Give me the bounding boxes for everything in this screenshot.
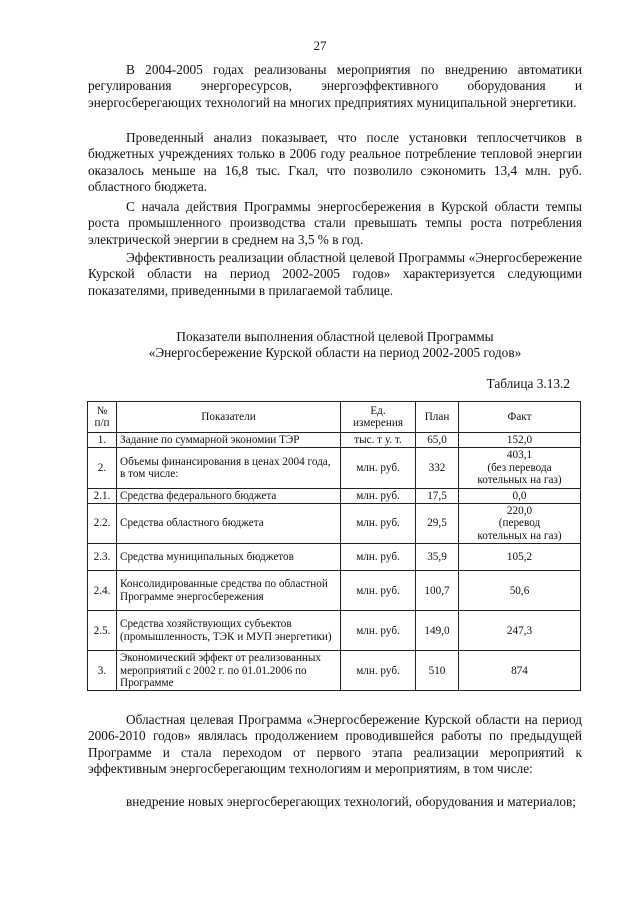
paragraph-5 bbox=[88, 712, 582, 778]
cell-fact: 874 bbox=[459, 651, 581, 691]
paragraph-6 bbox=[88, 794, 582, 810]
cell-indicator: Средства муниципальных бюджетов bbox=[117, 544, 341, 571]
table-row bbox=[88, 611, 581, 651]
cell-fact: 50,6 bbox=[459, 571, 581, 611]
header-indicator: Показатели bbox=[117, 402, 341, 433]
header-fact: Факт bbox=[459, 402, 581, 433]
table-row bbox=[88, 448, 581, 488]
paragraph-6-text: внедрение новых энергосберегающих технологий, оборудования и материалов; bbox=[126, 794, 576, 809]
table-row bbox=[88, 504, 581, 544]
cell-plan: 65,0 bbox=[416, 433, 459, 448]
cell-number: 2.4. bbox=[88, 571, 117, 611]
cell-indicator: Объемы финансирования в ценах 2004 года, в том числе: bbox=[117, 448, 341, 488]
header-unit bbox=[341, 402, 416, 433]
paragraph-3 bbox=[88, 199, 582, 248]
header-number-line-1: № bbox=[96, 404, 108, 417]
paragraph-1 bbox=[88, 62, 582, 111]
table-caption bbox=[88, 329, 582, 362]
indicators-table bbox=[87, 401, 581, 691]
cell-number: 2.3. bbox=[88, 544, 117, 571]
cell-plan: 510 bbox=[416, 651, 459, 691]
table-body bbox=[88, 433, 581, 691]
header-plan: План bbox=[416, 402, 459, 433]
cell-indicator: Задание по суммарной экономии ТЭР bbox=[117, 433, 341, 448]
cell-number: 2. bbox=[88, 448, 117, 488]
page-number: 27 bbox=[313, 38, 327, 53]
table-header-row bbox=[88, 402, 581, 433]
paragraph-5-text: Областная целевая Программа «Энергосбережение Курской области на период 2006-2010 годов» являлась продолжением проводившейся работы по предыдущей Программе и стала переходом от первого этапа реализации мероприятий к эффективным энергосберегающим технологиям и мероприятиям, в том числе: bbox=[88, 712, 582, 777]
table-number: Таблица 3.13.2 bbox=[486, 376, 570, 391]
cell-unit: млн. руб. bbox=[341, 488, 416, 503]
cell-plan: 332 bbox=[416, 448, 459, 488]
paragraph-4-text: Эффективность реализации областной целевой Программы «Энергосбережение Курской области на период 2002-2005 годов» характеризуется следующими показателями, приведенными в прилагаемой таблице. bbox=[88, 250, 582, 298]
cell-fact: 152,0 bbox=[459, 433, 581, 448]
cell-fact: 247,3 bbox=[459, 611, 581, 651]
header-unit-line-2: измерения bbox=[353, 417, 403, 429]
cell-number: 1. bbox=[88, 433, 117, 448]
cell-number: 3. bbox=[88, 651, 117, 691]
cell-plan: 29,5 bbox=[416, 504, 459, 544]
cell-unit: млн. руб. bbox=[341, 544, 416, 571]
table-row bbox=[88, 571, 581, 611]
table-row bbox=[88, 433, 581, 448]
cell-plan: 17,5 bbox=[416, 488, 459, 503]
paragraph-2 bbox=[88, 130, 582, 196]
cell-number: 2.1. bbox=[88, 488, 117, 503]
cell-number: 2.5. bbox=[88, 611, 117, 651]
header-number-line-2: п/п bbox=[94, 417, 110, 429]
cell-plan: 149,0 bbox=[416, 611, 459, 651]
caption-line-1: Показатели выполнения областной целевой Программы bbox=[176, 329, 494, 344]
cell-unit: млн. руб. bbox=[341, 571, 416, 611]
cell-fact: 220,0 (перевод котельных на газ) bbox=[459, 504, 581, 544]
paragraph-3-text: С начала действия Программы энергосбережения в Курской области темпы роста промышленного производства стали превышать темпы роста потребления электрической энергии в среднем на 3,5 % в год. bbox=[88, 199, 582, 247]
paragraph-1-text: В 2004-2005 годах реализованы мероприятия по внедрению автоматики регулирования энергоресурсов, энергоэффективного оборудования и энергосберегающих технологий на многих предприятиях муниципальной энергетики. bbox=[88, 62, 582, 110]
cell-fact: 0,0 bbox=[459, 488, 581, 503]
header-number bbox=[88, 402, 117, 433]
cell-unit: млн. руб. bbox=[341, 504, 416, 544]
header-unit-line-1: Ед. bbox=[370, 404, 386, 417]
cell-plan: 35,9 bbox=[416, 544, 459, 571]
cell-fact: 403,1 (без перевода котельных на газ) bbox=[459, 448, 581, 488]
cell-indicator: Средства хозяйствующих субъектов (промышленность, ТЭК и МУП энергетики) bbox=[117, 611, 341, 651]
cell-indicator: Консолидированные средства по областной Программе энергосбережения bbox=[117, 571, 341, 611]
paragraph-2-text: Проведенный анализ показывает, что после установки теплосчетчиков в бюджетных учреждениях только в 2006 году реальное потребление тепловой энергии оказалось меньше на 16,8 тыс. Гкал, что позволило сэкономить 13,4 млн. руб. областного бюджета. bbox=[88, 130, 582, 195]
cell-fact: 105,2 bbox=[459, 544, 581, 571]
cell-number: 2.2. bbox=[88, 504, 117, 544]
cell-unit: тыс. т у. т. bbox=[341, 433, 416, 448]
table-row bbox=[88, 488, 581, 503]
paragraph-4 bbox=[88, 250, 582, 299]
cell-unit: млн. руб. bbox=[341, 651, 416, 691]
cell-indicator: Средства областного бюджета bbox=[117, 504, 341, 544]
caption-line-2: «Энергосбережение Курской области на период 2002-2005 годов» bbox=[148, 345, 522, 361]
cell-unit: млн. руб. bbox=[341, 611, 416, 651]
table-row bbox=[88, 651, 581, 691]
cell-indicator: Средства федерального бюджета bbox=[117, 488, 341, 503]
cell-unit: млн. руб. bbox=[341, 448, 416, 488]
cell-plan: 100,7 bbox=[416, 571, 459, 611]
cell-indicator: Экономический эффект от реализованных мероприятий с 2002 г. по 01.01.2006 по Программе bbox=[117, 651, 341, 691]
table-row bbox=[88, 544, 581, 571]
